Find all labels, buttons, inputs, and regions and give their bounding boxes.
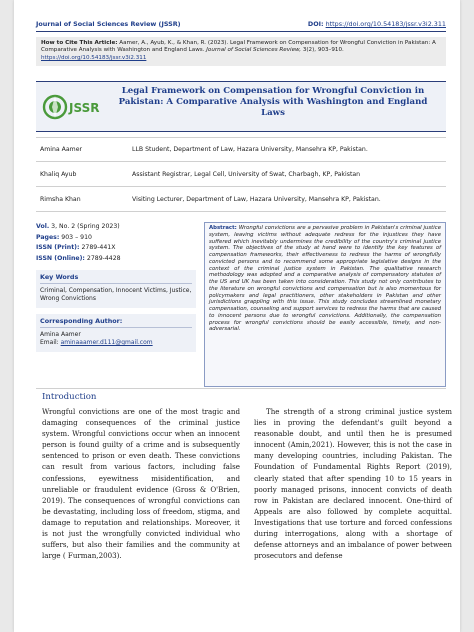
journal-header — [36, 20, 446, 32]
journal-name: Journal of Social Sciences Review (JSSR) — [36, 20, 181, 28]
introduction-right-column: The strength of a strong criminal justice system lies in proving the defendant's guilt beyond a reasonable doubt, and until then he is presumed innocent (Amin,2021). However, this is not the case in many developing countries, including Pakistan. The Foundation of Fundamental Rights Report (2019), clearly stated that after spending 10 to 15 years in poorly managed prisons, innocent convicts of death row in Pakistan are declared innocent. One-third of Appeals are also followed by complete acquittal. Investigations that use torture and forced confessions during interrogations, along with a shortage of defense attorneys and an imbalance of power between prosecutors and defense — [254, 407, 452, 561]
issn-print-value: 2789-441X — [81, 244, 116, 251]
abstract-text: Wrongful convictions are a pervasive problem in Pakistan's criminal justice system, leaving victims without adequate redress for the injustices they have suffered which inevitably undermines the credibility of the country's criminal justice system. The objectives of the study at hand were to identify the key features of compensation frameworks, their effectiveness to redress the harms of wrongfully convicted persons and to recommend some appropriate legislative designs in the context of the criminal justice system in Pakistan. The qualitative research methodology was adopted and a comparative analysis of compensatory statutes of the US and UK has been taken into consideration. This study not only contributes to the literature on wrongful convictions and compensation but is also momentous for policymakers and legal practitioners, other stakeholders in Pakistan and other jurisdictions grappling with this issue. This study concludes streamlined monetary compensation, counseling and support services to redress the harms that are caused to innocent persons due to wrongful convictions. Additionally, the compensation process for wrongful convictions should be easily accessible, timely, and non-adversarial. — [209, 225, 441, 333]
issn-online-label: ISSN (Online): — [36, 254, 85, 262]
author-name: Amina Aamer — [40, 146, 83, 153]
keywords-text: Criminal, Compensation, Innocent Victims, Justice, Wrong Convictions — [40, 287, 192, 303]
author-row — [36, 162, 446, 187]
doi — [308, 20, 446, 28]
paper-page — [14, 0, 460, 632]
paper-title: Legal Framework on Compensation for Wrongful Conviction in Pakistan: A Comparative Analysis with Washington and England Laws — [118, 86, 428, 118]
email-link[interactable]: aminaaamer.d111@gmail.com — [60, 339, 153, 347]
author-affiliation: Assistant Registrar, Legal Cell, University of Swat, Charbagh, KP, Pakistan — [132, 170, 361, 178]
issn-online-value: 2789-4428 — [86, 254, 121, 262]
author-row — [36, 187, 446, 212]
author-row — [36, 137, 446, 162]
author-name: Rimsha Khan — [40, 195, 81, 203]
corresponding-heading: Corresponding Author: — [40, 317, 192, 328]
abstract-box — [204, 222, 446, 387]
email-label: Email: — [40, 339, 59, 347]
title-banner — [36, 81, 446, 132]
author-name: Khaliq Ayub — [40, 170, 77, 178]
vol-label: Vol. — [36, 223, 50, 230]
author-affiliation: LLB Student, Department of Law, Hazara University, Mansehra KP, Pakistan. — [132, 146, 368, 153]
introduction-left-column: Wrongful convictions are one of the most tragic and damaging consequences of the criminal justice system. Wrongful convictions occur when an innocent person is found guilty of a crime and is subsequently sentenced to prison or even death. These convictions can result from various factors, including false confessions, eyewitness misidentification, and unreliable or fraudulent evidence (Gross & O'Brien, 2019). The consequences of wrongful convictions can be devastating, including loss of freedom, stigma, and damage to reputation and relationships. Moreover, it is not just the wrongfully convicted individual who suffers, but also their families and the community at large ( Furman,2003). — [42, 407, 240, 561]
author-table — [36, 137, 446, 212]
introduction-heading: Introduction — [42, 392, 97, 402]
corresponding-name: Amina Aamer — [40, 330, 81, 338]
citation-volume: 3(2), 903–910. — [302, 47, 344, 54]
volume-info — [36, 222, 196, 264]
corresponding-email — [40, 339, 192, 348]
citation-label: How to Cite This Article: — [41, 40, 118, 46]
citation-box — [36, 37, 446, 66]
pages-label: Pages: — [36, 233, 60, 241]
abstract-label: Abstract: — [209, 225, 237, 231]
author-affiliation: Visiting Lecturer, Department of Law, Hazara University, Mansehra KP, Pakistan. — [132, 195, 381, 203]
issn-print-label: ISSN (Print): — [36, 244, 80, 251]
pages-value: 903 – 910 — [61, 233, 92, 241]
citation-journal: Journal of Social Sciences Review, — [206, 47, 302, 54]
keywords-heading: Key Words — [40, 273, 192, 284]
section-divider — [36, 388, 446, 389]
jssr-logo-icon — [42, 87, 100, 127]
vol-value: 3, No. 2 (Spring 2023) — [51, 223, 120, 230]
logo-text: JSSR — [69, 101, 100, 115]
keywords-box — [36, 270, 196, 308]
citation-text: Aamer, A., Ayub, K., & Khan, R. (2023). Legal Framework on Compensation for Wrongful Conviction in Pakistan: A Comparative Analysis with Washington and England Laws. — [41, 40, 436, 54]
citation-link[interactable]: https://doi.org/10.54183/jssr.v3i2.311 — [41, 54, 147, 61]
article-info — [36, 222, 196, 352]
doi-link[interactable]: https://doi.org/10.54183/jssr.v3i2.311 — [325, 20, 446, 28]
doi-label: DOI: — [307, 20, 324, 28]
corresponding-author-box — [36, 314, 196, 352]
